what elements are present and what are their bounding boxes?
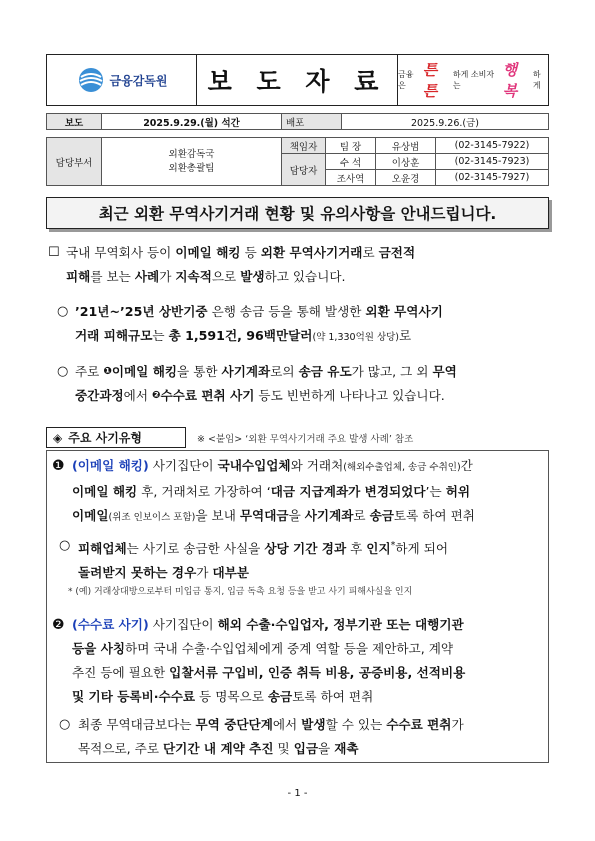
contact-name: 유상범 — [376, 138, 436, 154]
text: 외환 무역사기거래 — [260, 245, 363, 260]
slogan-word2: 행복 — [502, 61, 518, 100]
text: 허위 — [445, 484, 471, 499]
text: 을 — [318, 741, 335, 756]
text: (약 1,330억원 상당) — [312, 332, 400, 343]
text: 로의 — [270, 364, 299, 379]
text: 로 — [362, 245, 379, 260]
contact-name: 이상훈 — [376, 154, 436, 170]
text: 사기계좌 — [304, 508, 354, 523]
text: 등도 빈번하게 나타나고 있습니다. — [254, 388, 445, 403]
text: 수수료 편취 사기 — [160, 388, 255, 403]
text: 를 보는 — [90, 269, 135, 284]
text: 금전적 — [378, 245, 416, 260]
contact-phone: (02-3145-7922) — [436, 138, 549, 154]
t2-line — [72, 685, 554, 709]
number-two-icon: ❷ — [152, 390, 161, 401]
text: 재촉 — [334, 741, 359, 756]
text: * — [390, 540, 396, 551]
text: 수수료 편취 — [386, 717, 452, 732]
t1-line — [72, 504, 554, 530]
text: 토록 하여 편취 — [292, 689, 374, 704]
text: 토록 하여 편취 — [393, 508, 475, 523]
types-label: 주요 사기유형 — [68, 431, 142, 445]
text: 이메일 해킹 — [72, 484, 138, 499]
text: 송금 — [369, 508, 394, 523]
contact-phone: (02-3145-7923) — [436, 154, 549, 170]
text: ’는 — [425, 484, 446, 499]
dept-line: 외환총괄팀 — [168, 162, 215, 174]
text: 지속적 — [175, 269, 212, 284]
text: 돌려받지 못하는 경우 — [78, 565, 197, 581]
text: 대금 지급계좌가 변경되었다 — [270, 484, 426, 499]
p1-line — [66, 241, 556, 265]
press-header — [46, 54, 549, 106]
text: 에서 — [272, 717, 302, 732]
text: 할 수 있는 — [325, 717, 387, 732]
t2-line — [72, 613, 554, 637]
text: 이메일 — [72, 508, 109, 523]
text: 국내수입업체 — [217, 458, 291, 473]
text: 와 거래처 — [290, 458, 344, 473]
square-bullet-icon: ☐ — [48, 245, 60, 260]
text: 하게 되어 — [395, 541, 449, 557]
text: 및 기타 등록비·수수료 — [72, 689, 196, 704]
text: 송금 — [267, 689, 293, 704]
type-1 — [72, 454, 554, 530]
resp-label: 책임자 — [282, 138, 326, 154]
p2-line — [75, 324, 555, 350]
slogan-word1: 튼튼 — [422, 61, 438, 100]
text: 인지 — [366, 541, 391, 557]
text: (위조 인보이스 포함) — [108, 512, 196, 523]
contact-title: 팀 장 — [326, 138, 376, 154]
diamond-icon: ◈ — [53, 430, 63, 445]
release-table — [46, 113, 549, 130]
dist-date: 2025.9.26.(금) — [342, 114, 549, 130]
text: 주로 — [75, 364, 104, 379]
text: 을 — [288, 508, 305, 523]
dept-name — [102, 138, 282, 186]
text: 후 — [346, 541, 367, 557]
text: 및 — [273, 741, 294, 756]
types-note: ※ <붙임> ‘외환 무역사기거래 주요 발생 사례’ 참조 — [197, 434, 414, 445]
contact-title: 수 석 — [326, 154, 376, 170]
type-1-sub — [78, 534, 554, 585]
slogan-pre: 금융은 — [398, 70, 414, 90]
text: 에서 — [123, 388, 153, 403]
text: 등 명목으로 — [195, 689, 268, 704]
text: 을 보내 — [195, 508, 240, 523]
text: 은행 송금 등을 통해 발생한 — [207, 304, 366, 319]
p3-line — [75, 384, 555, 408]
contact-phone: (02-3145-7927) — [436, 170, 549, 186]
dist-label: 배포 — [282, 114, 342, 130]
text: 는 — [152, 328, 169, 343]
slogan — [398, 55, 548, 105]
paragraph-3 — [75, 360, 555, 408]
text: 목적으로, 주로 — [78, 741, 164, 756]
circle-bullet-icon: ○ — [59, 538, 71, 553]
text: 이메일 해킹 — [111, 364, 178, 379]
text: 등을 사칭 — [72, 641, 126, 656]
text: 는 사기로 송금한 사실을 — [126, 541, 265, 557]
text: 무역 중단단계 — [195, 717, 273, 732]
text: 대부분 — [212, 565, 249, 581]
text: 사기집단이 — [148, 617, 218, 632]
text: 가 — [451, 717, 464, 732]
number-one-icon: ❶ — [52, 458, 65, 474]
dept-line: 외환감독국 — [168, 148, 215, 160]
text: ’21년~’25년 상반기중 — [75, 304, 208, 319]
text: 사기계좌 — [221, 364, 271, 379]
text: 입금 — [293, 741, 319, 756]
text: 사례 — [134, 269, 160, 284]
text: (해외수출업체, 송금 수취인) — [343, 462, 461, 473]
slogan-mid: 하게 소비자는 — [452, 70, 495, 90]
paragraph-2 — [75, 300, 555, 350]
text: 입찰서류 구입비, 인증 취득 비용, 공증비용, 선적비용 — [169, 665, 466, 680]
type-2 — [72, 613, 554, 709]
text: 상당 기간 경과 — [264, 541, 347, 557]
charge-label: 담당자 — [282, 154, 326, 186]
types-label-box — [46, 427, 186, 448]
text: 사기집단이 — [148, 458, 218, 473]
circle-bullet-icon: ○ — [57, 304, 69, 319]
text: 후, 거래처로 가장하여 ‘ — [137, 484, 271, 499]
t2-sub-line — [78, 713, 554, 737]
type-2-sub — [78, 713, 554, 761]
text: 하며 국내 수출·수입업체에게 중계 역할 등을 제안하고, 계약 — [125, 641, 454, 656]
contact-name: 오윤경 — [376, 170, 436, 186]
fss-globe-icon — [76, 65, 106, 95]
t2-line — [72, 637, 554, 661]
dept-label: 담당부서 — [47, 138, 102, 186]
release-date: 2025.9.29.(월) 석간 — [102, 114, 282, 130]
t2-sub-line — [78, 737, 554, 761]
text: 해외 수출·수입업자, 정부기관 또는 대행기관 — [217, 617, 464, 632]
text: 피해업체 — [78, 541, 127, 557]
text: 외환 무역사기 — [365, 304, 443, 319]
headline: 최근 외환 무역사기거래 현황 및 유의사항을 안내드립니다. — [46, 197, 549, 229]
t2-line — [72, 661, 554, 685]
text: 간 — [460, 458, 473, 473]
p3-line — [75, 360, 555, 384]
t1-line — [72, 480, 554, 504]
text: (수수료 사기) — [72, 617, 149, 632]
circle-bullet-icon: ○ — [57, 364, 69, 379]
text: 으로 — [211, 269, 241, 284]
p1-line — [66, 265, 556, 289]
slogan-post: 하게 — [532, 70, 541, 90]
text: 국내 무역회사 등이 — [66, 245, 176, 260]
text: 중간과정 — [75, 388, 124, 403]
t1-sub-line — [78, 534, 554, 561]
text: 가 — [159, 269, 176, 284]
text: 추진 등에 필요한 — [72, 665, 170, 680]
contacts-table — [46, 137, 549, 186]
text: 로 — [399, 328, 412, 343]
text: 최종 무역대금보다는 — [78, 717, 196, 732]
number-two-icon: ❷ — [52, 617, 65, 633]
release-label: 보도 — [47, 114, 102, 130]
text: 을 통한 — [177, 364, 222, 379]
text: (이메일 해킹) — [72, 458, 149, 473]
text: 무역 — [432, 364, 457, 379]
t1-line — [72, 454, 554, 480]
text: 로 — [353, 508, 370, 523]
text: 무역대금 — [239, 508, 289, 523]
circle-bullet-icon: ○ — [59, 717, 71, 732]
text: 이메일 해킹 — [175, 245, 241, 260]
page-number: - 1 - — [287, 788, 308, 799]
text: 거래 피해규모 — [75, 328, 153, 343]
p2-line — [75, 300, 555, 324]
t1-sub-line — [78, 561, 554, 585]
fss-logo — [47, 55, 197, 105]
text: 하고 있습니다. — [264, 269, 346, 284]
logo-text: 금융감독원 — [109, 73, 168, 88]
text: 피해 — [66, 269, 91, 284]
page-title: 보 도 자 료 — [197, 55, 398, 105]
number-one-icon: ❶ — [103, 366, 112, 377]
text: 가 많고, 그 외 — [351, 364, 433, 379]
contact-title: 조사역 — [326, 170, 376, 186]
text: 총 1,591건, 96백만달러 — [168, 328, 313, 343]
paragraph-1 — [66, 241, 556, 289]
text: 발생 — [240, 269, 265, 284]
footnote: * (예) 거래상대방으로부터 미입금 통지, 입금 독촉 요청 등을 받고 사기 피해사실을 인지 — [68, 587, 413, 597]
text: 등 — [240, 245, 261, 260]
text: 단기간 내 계약 추진 — [163, 741, 274, 756]
text: 발생 — [301, 717, 326, 732]
text: 송금 유도 — [298, 364, 352, 379]
text: 가 — [196, 565, 213, 581]
